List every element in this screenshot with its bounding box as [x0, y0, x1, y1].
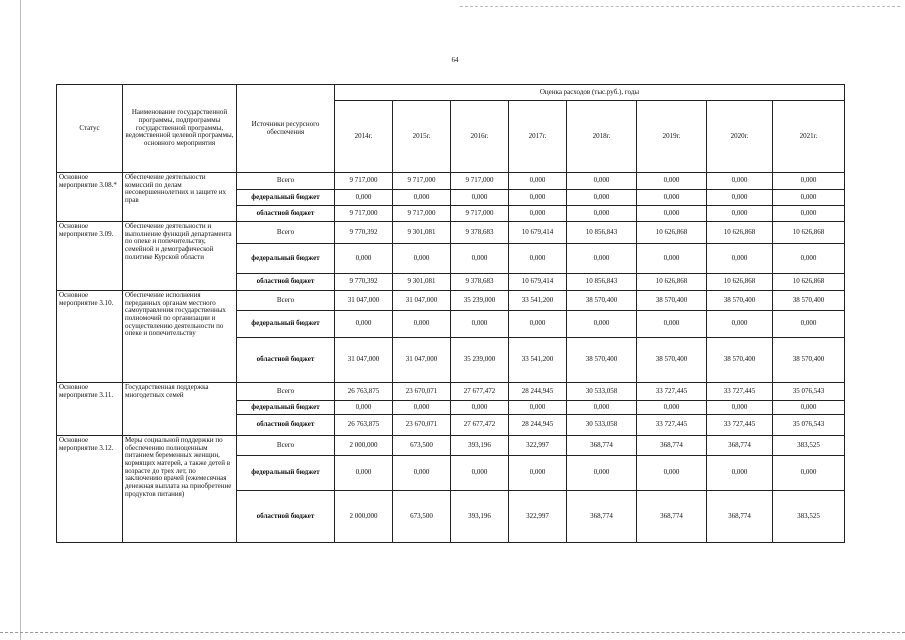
- row-value: 0,000: [773, 190, 845, 206]
- row-value: 33 727,445: [637, 383, 707, 401]
- row-name: Обеспечение исполнения переданных органам местного самоуправления государственных полномочий по организации и осуществлению деятельности по опеке и попечительству: [123, 291, 237, 383]
- row-value: 0,000: [451, 244, 509, 274]
- row-value: 0,000: [509, 206, 567, 222]
- row-value: 0,000: [567, 401, 637, 415]
- row-value: 10 626,868: [707, 222, 773, 244]
- row-value: 33 727,445: [707, 415, 773, 436]
- row-value: 9 717,000: [451, 206, 509, 222]
- row-value: 0,000: [393, 244, 451, 274]
- scan-artifact-top-line: [460, 6, 900, 8]
- row-value: 0,000: [707, 311, 773, 338]
- row-value: 10 626,868: [707, 274, 773, 291]
- row-value: 0,000: [335, 244, 393, 274]
- row-value: 0,000: [637, 244, 707, 274]
- row-value: 0,000: [773, 244, 845, 274]
- row-value: 9 770,392: [335, 222, 393, 244]
- row-value: 393,196: [451, 436, 509, 456]
- row-value: 0,000: [509, 173, 567, 190]
- row-value: 10 626,868: [773, 274, 845, 291]
- row-value: 9 301,081: [393, 274, 451, 291]
- row-name: Государственная поддержка многодетных семей: [123, 383, 237, 436]
- row-value: 0,000: [509, 244, 567, 274]
- header-year: 2019г.: [637, 101, 707, 173]
- row-value: 322,997: [509, 491, 567, 543]
- header-estimate: Оценка расходов (тыс.руб.), годы: [335, 85, 845, 101]
- row-value: 383,525: [773, 491, 845, 543]
- row-value: 0,000: [509, 456, 567, 491]
- row-value: 0,000: [637, 173, 707, 190]
- row-value: 31 047,000: [393, 338, 451, 383]
- table-row: [57, 222, 845, 244]
- row-value: 0,000: [773, 173, 845, 190]
- header-year: 2020г.: [707, 101, 773, 173]
- header-name: Наименование государственной программы, подпрограммы государственной программы, ведомственной целевой программы, основного мероприятия: [123, 85, 237, 173]
- table-row: [57, 291, 845, 311]
- row-value: 0,000: [335, 190, 393, 206]
- row-value: 38 570,400: [637, 338, 707, 383]
- row-value: 35 076,543: [773, 415, 845, 436]
- scan-artifact-bottom-line: [0, 632, 905, 634]
- row-value: 10 856,843: [567, 222, 637, 244]
- row-value: 2 000,000: [335, 436, 393, 456]
- row-source: Всего: [237, 436, 335, 456]
- row-source: федеральный бюджет: [237, 456, 335, 491]
- row-value: 10 679,414: [509, 274, 567, 291]
- row-value: 9 717,000: [335, 173, 393, 190]
- row-value: 0,000: [707, 173, 773, 190]
- row-value: 0,000: [637, 401, 707, 415]
- row-value: 0,000: [335, 401, 393, 415]
- row-value: 38 570,400: [773, 338, 845, 383]
- row-value: 0,000: [707, 190, 773, 206]
- row-value: 30 533,058: [567, 383, 637, 401]
- row-value: 368,774: [567, 436, 637, 456]
- row-value: 0,000: [567, 206, 637, 222]
- row-value: 0,000: [509, 311, 567, 338]
- row-value: 33 727,445: [637, 415, 707, 436]
- row-value: 27 677,472: [451, 415, 509, 436]
- row-value: 38 570,400: [637, 291, 707, 311]
- row-value: 10 856,843: [567, 274, 637, 291]
- row-value: 10 679,414: [509, 222, 567, 244]
- row-value: 33 541,200: [509, 291, 567, 311]
- row-value: 0,000: [451, 456, 509, 491]
- row-value: 0,000: [393, 401, 451, 415]
- row-value: 368,774: [637, 436, 707, 456]
- row-source: Всего: [237, 383, 335, 401]
- row-status: Основное мероприятие 3.09.: [57, 222, 123, 291]
- row-source: федеральный бюджет: [237, 190, 335, 206]
- row-value: 30 533,058: [567, 415, 637, 436]
- row-value: 31 047,000: [335, 338, 393, 383]
- row-value: 33 541,200: [509, 338, 567, 383]
- header-status: Статус: [57, 85, 123, 173]
- row-value: 9 770,392: [335, 274, 393, 291]
- row-value: 0,000: [773, 311, 845, 338]
- row-value: 0,000: [773, 456, 845, 491]
- header-year: 2015г.: [393, 101, 451, 173]
- row-value: 368,774: [707, 436, 773, 456]
- row-status: Основное мероприятие 3.11.: [57, 383, 123, 436]
- row-value: 2 000,000: [335, 491, 393, 543]
- row-value: 673,500: [393, 436, 451, 456]
- row-value: 27 677,472: [451, 383, 509, 401]
- row-value: 35 076,543: [773, 383, 845, 401]
- row-value: 0,000: [567, 173, 637, 190]
- row-value: 0,000: [451, 311, 509, 338]
- row-value: 0,000: [567, 311, 637, 338]
- row-value: 0,000: [773, 401, 845, 415]
- row-value: 38 570,400: [707, 291, 773, 311]
- row-value: 31 047,000: [393, 291, 451, 311]
- row-value: 0,000: [637, 311, 707, 338]
- row-value: 33 727,445: [707, 383, 773, 401]
- row-value: 23 670,071: [393, 383, 451, 401]
- row-value: 393,196: [451, 491, 509, 543]
- row-value: 0,000: [773, 206, 845, 222]
- row-source: Всего: [237, 291, 335, 311]
- row-value: 26 763,875: [335, 383, 393, 401]
- row-value: 0,000: [637, 206, 707, 222]
- row-source: областной бюджет: [237, 415, 335, 436]
- row-value: 673,500: [393, 491, 451, 543]
- header-year: 2017г.: [509, 101, 567, 173]
- row-value: 9 378,683: [451, 274, 509, 291]
- row-value: 0,000: [393, 311, 451, 338]
- row-value: 322,997: [509, 436, 567, 456]
- row-value: 0,000: [637, 190, 707, 206]
- row-value: 0,000: [335, 456, 393, 491]
- table-row: [57, 436, 845, 456]
- row-source: Всего: [237, 222, 335, 244]
- row-value: 0,000: [707, 401, 773, 415]
- row-value: 368,774: [707, 491, 773, 543]
- table-row: [57, 173, 845, 190]
- row-value: 9 717,000: [335, 206, 393, 222]
- row-value: 38 570,400: [773, 291, 845, 311]
- row-value: 368,774: [567, 491, 637, 543]
- page-number: 64: [451, 56, 459, 64]
- row-status: Основное мероприятие 3.12.: [57, 436, 123, 543]
- table-row: [57, 383, 845, 401]
- table-header: [57, 85, 845, 173]
- row-value: 0,000: [393, 190, 451, 206]
- row-value: 0,000: [567, 190, 637, 206]
- row-source: областной бюджет: [237, 491, 335, 543]
- scan-artifact-left-edge: [20, 0, 21, 640]
- row-value: 9 301,081: [393, 222, 451, 244]
- row-value: 38 570,400: [707, 338, 773, 383]
- row-value: 0,000: [707, 206, 773, 222]
- row-name: Обеспечение деятельности и выполнение функций департамента по опеке и попечительству, семейной и демографической политике Курской области: [123, 222, 237, 291]
- row-value: 35 239,000: [451, 338, 509, 383]
- row-value: 0,000: [707, 456, 773, 491]
- row-status: Основное мероприятие 3.08.*: [57, 173, 123, 222]
- row-value: 0,000: [567, 244, 637, 274]
- table-body: [57, 173, 845, 543]
- row-source: федеральный бюджет: [237, 401, 335, 415]
- row-value: 10 626,868: [773, 222, 845, 244]
- row-value: 38 570,400: [567, 291, 637, 311]
- row-name: Меры социальной поддержки по обеспечению полноценным питанием беременных женщин, кормящих матерей, а также детей в возрасте до трех лет, по заключению врачей (ежемесячная денежная выплата на приобретение продуктов питания): [123, 436, 237, 543]
- row-source: федеральный бюджет: [237, 244, 335, 274]
- row-value: 0,000: [707, 244, 773, 274]
- row-value: 28 244,945: [509, 415, 567, 436]
- row-value: 38 570,400: [567, 338, 637, 383]
- row-value: 0,000: [451, 190, 509, 206]
- row-value: 9 717,000: [393, 206, 451, 222]
- row-value: 23 670,071: [393, 415, 451, 436]
- row-value: 10 626,868: [637, 222, 707, 244]
- row-source: областной бюджет: [237, 206, 335, 222]
- row-value: 0,000: [509, 401, 567, 415]
- row-source: Всего: [237, 173, 335, 190]
- row-value: 0,000: [393, 456, 451, 491]
- row-value: 26 763,875: [335, 415, 393, 436]
- row-source: областной бюджет: [237, 338, 335, 383]
- row-value: 9 717,000: [451, 173, 509, 190]
- row-value: 0,000: [509, 190, 567, 206]
- row-value: 368,774: [637, 491, 707, 543]
- row-value: 28 244,945: [509, 383, 567, 401]
- row-value: 0,000: [567, 456, 637, 491]
- row-source: областной бюджет: [237, 274, 335, 291]
- header-year: 2016г.: [451, 101, 509, 173]
- row-value: 383,525: [773, 436, 845, 456]
- row-name: Обеспечение деятельности комиссий по делам несовершеннолетних и защите их прав: [123, 173, 237, 222]
- row-value: 0,000: [451, 401, 509, 415]
- header-year: 2014г.: [335, 101, 393, 173]
- row-value: 0,000: [335, 311, 393, 338]
- header-source: Источники ресурсного обеспечения: [237, 85, 335, 173]
- row-value: 9 378,683: [451, 222, 509, 244]
- row-value: 10 626,868: [637, 274, 707, 291]
- row-value: 31 047,000: [335, 291, 393, 311]
- row-value: 35 239,000: [451, 291, 509, 311]
- header-year: 2018г.: [567, 101, 637, 173]
- row-value: 0,000: [637, 456, 707, 491]
- row-status: Основное мероприятие 3.10.: [57, 291, 123, 383]
- row-source: федеральный бюджет: [237, 311, 335, 338]
- row-value: 9 717,000: [393, 173, 451, 190]
- budget-table: [56, 84, 845, 543]
- header-year: 2021г.: [773, 101, 845, 173]
